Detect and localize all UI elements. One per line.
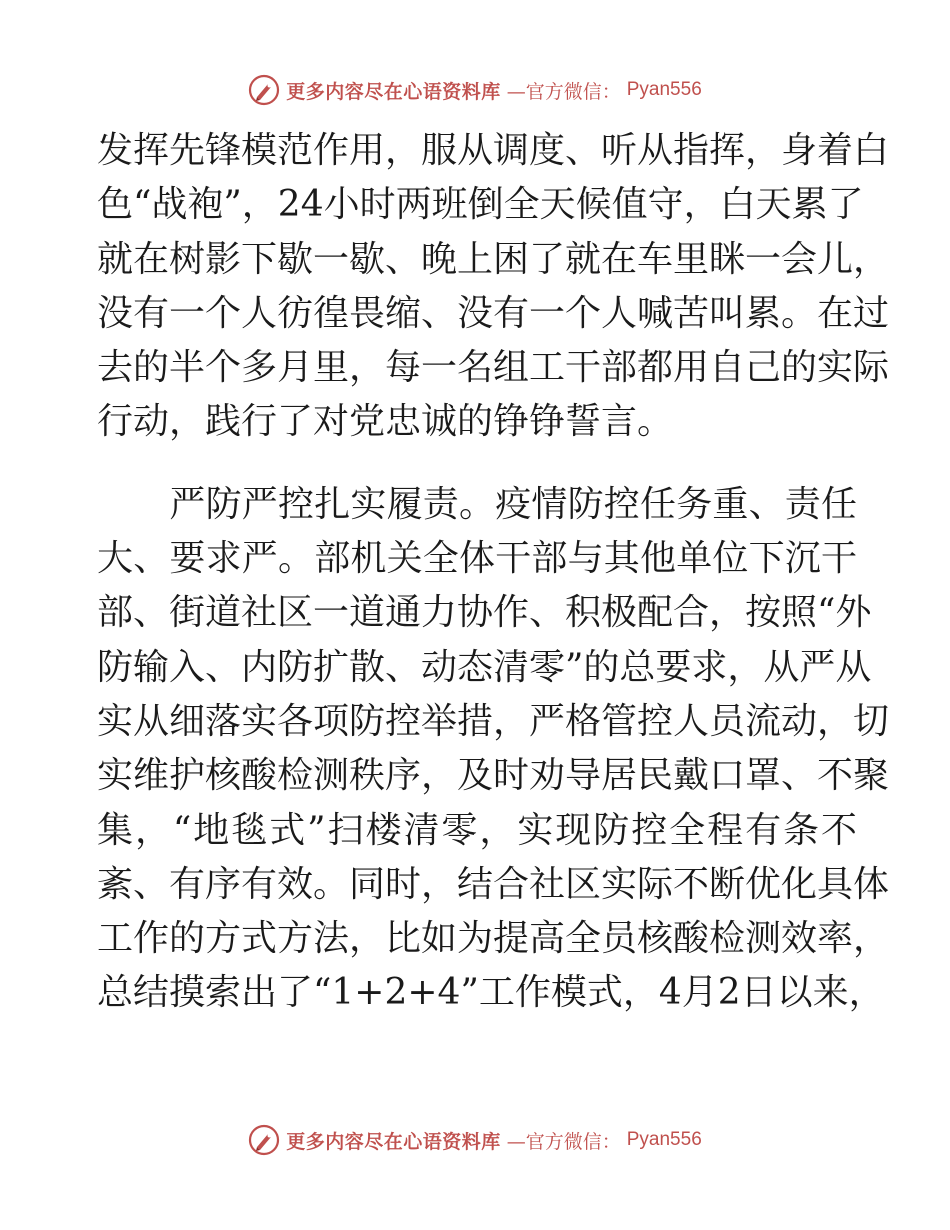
text-line: 严防严控扎实履责。疫情防控任务重、责任 [97, 483, 857, 525]
header-watermark [0, 70, 950, 110]
text-line: 实维护核酸检测秩序，及时劝导居民戴口罩、不聚 [97, 755, 890, 797]
pen-logo-icon [248, 1124, 280, 1156]
watermark-text: 更多内容尽在心语资料库 [286, 80, 501, 103]
text-line: 防输入、内防扩散、动态清零”的总要求，从严从 [97, 646, 872, 688]
paragraph-2 [97, 478, 890, 1021]
footer-watermark [0, 1120, 950, 1160]
watermark-wechat-id: Pyan556 [626, 79, 702, 100]
text-line: 部、街道社区一道通力协作、积极配合，按照“外 [97, 592, 872, 634]
paragraph-1 [97, 124, 890, 450]
text-line: 实从细落实各项防控举措，严格管控人员流动，切 [97, 700, 890, 742]
text-line: 去的半个多月里，每一名组工干部都用自己的实际 [97, 347, 890, 389]
text-line: 总结摸索出了“1+2+4”工作模式，4月2日以来， [97, 972, 885, 1014]
text-line: 就在树影下歇一歇、晚上困了就在车里眯一会儿， [97, 238, 890, 280]
document-body [97, 124, 890, 1021]
text-line: 行动，践行了对党忠诚的铮铮誓言。 [97, 401, 674, 443]
text-line: 色“战袍”，24小时两班倒全天候值守，白天累了 [97, 184, 864, 226]
paragraph-gap [97, 450, 857, 478]
text-line: 大、要求严。部机关全体干部与其他单位下沉干 [97, 538, 857, 580]
watermark-separator: —官方微信： [506, 1130, 621, 1153]
text-line: 工作的方式方法，比如为提高全员核酸检测效率， [97, 918, 890, 960]
watermark-separator: —官方微信： [506, 80, 621, 103]
watermark-text: 更多内容尽在心语资料库 [286, 1130, 501, 1153]
watermark-wechat-id: Pyan556 [626, 1129, 702, 1150]
text-line: 没有一个人彷徨畏缩、没有一个人喊苦叫累。在过 [97, 292, 890, 334]
text-line: 紊、有序有效。同时，结合社区实际不断优化具体 [97, 863, 890, 905]
text-line: 发挥先锋模范作用，服从调度、听从指挥，身着白 [97, 130, 890, 171]
text-line: 集，“地毯式”扫楼清零，实现防控全程有条不 [97, 809, 857, 851]
pen-logo-icon [248, 74, 280, 106]
